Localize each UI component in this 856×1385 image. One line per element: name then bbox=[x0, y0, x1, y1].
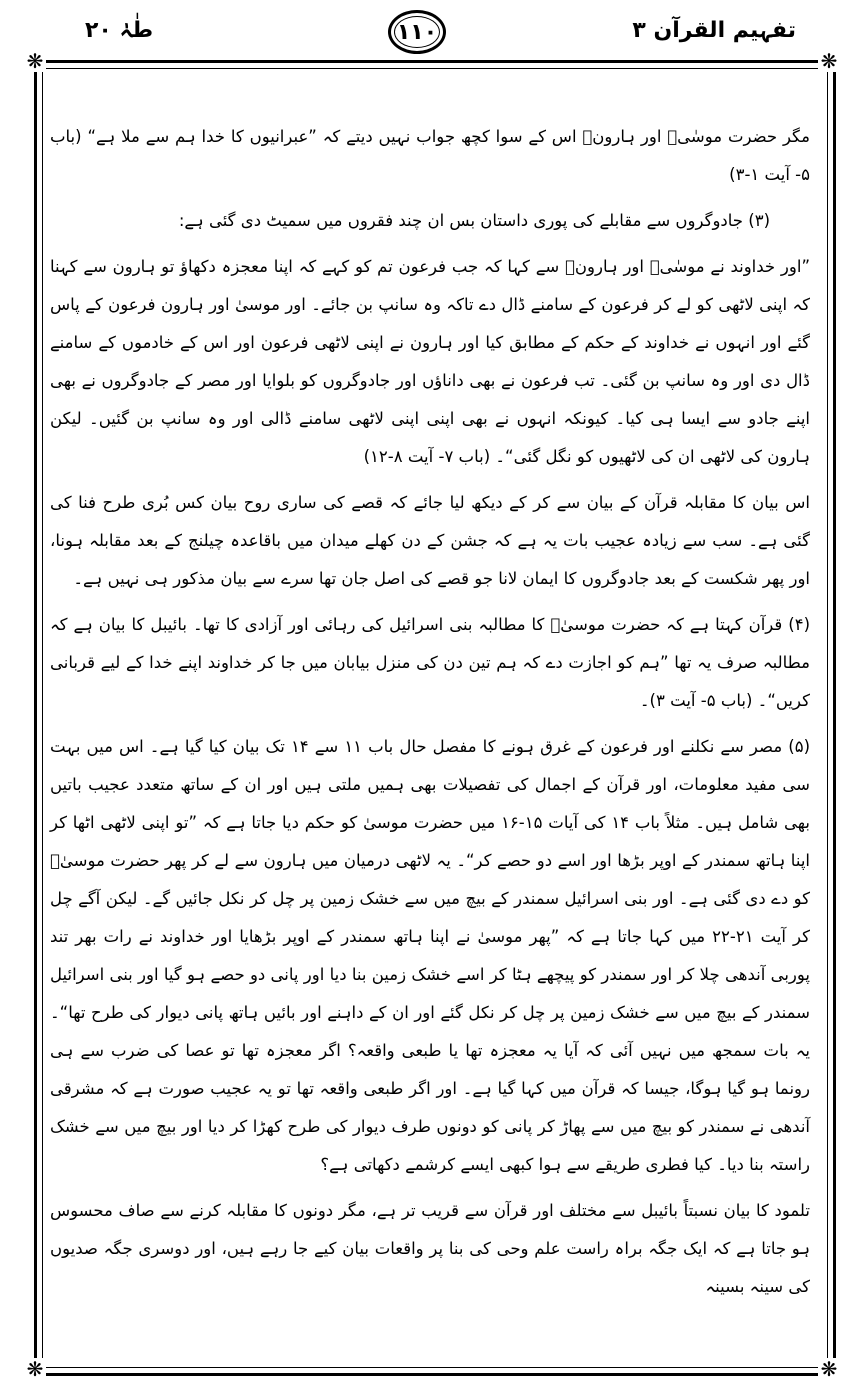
corner-ornament-icon: ❋ bbox=[818, 50, 840, 72]
corner-ornament-icon: ❋ bbox=[818, 1358, 840, 1380]
page-number: ۱۱۰ bbox=[396, 19, 438, 45]
book-title: تفہیم القرآن ۳ bbox=[632, 18, 796, 43]
paragraph: (۴) قرآن کہتا ہے کہ حضرت موسیٰؑ کا مطالبہ بنی اسرائیل کی رہائی اور آزادی کا تھا۔ بائیبل کا بیان ہے کہ مطالبہ صرف یہ تھا ”ہم کو اجازت دے کہ ہم تین دن کی منزل بیابان میں جا کر خداوند اپنے خدا کے لیے قربانی کریں“۔ (باب ۵- آیت ۳)۔ bbox=[50, 615, 810, 710]
page-number-medallion bbox=[388, 10, 446, 54]
quoted-passage: ”اور خداوند نے موسٰیؑ اور ہارونؑ سے کہا کہ جب فرعون تم کو کہے کہ اپنا معجزہ دکھاؤ تو ہارون سے کہنا کہ اپنی لاٹھی کو لے کر فرعون کے سامنے ڈال دے تاکہ وہ سانپ بن جائے۔ اور موسیٰ اور ہارون فرعون کے پاس گئے اور انہوں نے خداوند کے حکم کے مطابق کیا اور ہارون نے اپنی لاٹھی فرعون اور اس کے خادموں کے سامنے ڈال دی اور وہ سانپ بن گئی۔ تب فرعون نے بھی داناؤں اور جادوگروں کو بلوایا اور مصر کے جادوگروں نے بھی اپنے جادو سے ایسا ہی کیا۔ کیونکہ انہوں نے بھی اپنی اپنی لاٹھی سامنے ڈالی اور وہ سانپ بن گئیں۔ لیکن ہارون کی لاٹھی ان کی لاٹھیوں کو نگل گئی“۔ (باب ۷- آیت ۸-۱۲) bbox=[50, 257, 810, 466]
paragraph: (۳) جادوگروں سے مقابلے کی پوری داستان بس ان چند فقروں میں سمیٹ دی گئی ہے: bbox=[178, 211, 770, 230]
surah-reference: طٰہٰ ۲۰ bbox=[85, 18, 154, 43]
paragraph: اس بیان کا مقابلہ قرآن کے بیان سے کر کے دیکھ لیا جائے کہ قصے کی ساری روح بیان کس بُری طرح فنا کی گئی ہے۔ سب سے زیادہ عجیب بات یہ ہے کہ جشن کے دن کھلے میدان میں باقاعدہ چیلنج کے بعد مقابلہ ہونا، اور پھر شکست کے بعد جادوگروں کا ایمان لانا جو قصے کی اصل جان تھا سرے سے بیان مذکور ہی نہیں ہے۔ bbox=[50, 493, 810, 588]
paragraph: تلمود کا بیان نسبتاً بائیبل سے مختلف اور قرآن سے قریب تر ہے، مگر دونوں کا مقابلہ کرنے سے صاف محسوس ہو جاتا ہے کہ ایک جگہ براہ راست علم وحی کی بنا پر واقعات بیان کیے جا رہے ہیں، اور دوسری جگہ صدیوں کی سینہ بسینہ bbox=[50, 1201, 810, 1296]
corner-ornament-icon: ❋ bbox=[24, 50, 46, 72]
corner-ornament-icon: ❋ bbox=[24, 1358, 46, 1380]
paragraph: مگر حضرت موسٰیؑ اور ہارونؑ اس کے سوا کچھ جواب نہیں دیتے کہ ”عبرانیوں کا خدا ہم سے ملا ہے“ (باب ۵- آیت ۱-۳) bbox=[50, 127, 810, 184]
page-body bbox=[50, 118, 810, 1314]
paragraph: (۵) مصر سے نکلنے اور فرعون کے غرق ہونے کا مفصل حال باب ۱۱ سے ۱۴ تک بیان کیا گیا ہے۔ اس میں بہت سی مفید معلومات، اور قرآن کے اجمال کی تفصیلات بھی ہمیں ملتی ہیں اور ان کے ساتھ متعدد عجیب باتیں بھی شامل ہیں۔ مثلاً باب ۱۴ کی آیات ۱۵-۱۶ میں حضرت موسیٰ کو حکم دیا جاتا ہے کہ ”تو اپنی لاٹھی اٹھا کر اپنا ہاتھ سمندر کے اوپر بڑھا اور اسے دو حصے کر“۔ یہ لاٹھی درمیان میں ہارون سے لے کر پھر حضرت موسیٰؑ کو دے دی گئی ہے۔ اور بنی اسرائیل سمندر کے بیچ میں سے خشک زمین پر چل کر نکل جائیں گے۔ لیکن آگے چل کر آیت ۲۱-۲۲ میں کہا جاتا ہے کہ ”پھر موسیٰ نے اپنا ہاتھ سمندر کے اوپر بڑھایا اور خداوند نے رات بھر تند پوربی آندھی چلا کر اور سمندر کو پیچھے ہٹا کر اسے خشک زمین بنا دیا اور پانی دو حصے ہو گیا اور بنی اسرائیل سمندر کے بیچ میں سے خشک زمین پر چل کر نکل گئے اور ان کے داہنے اور بائیں ہاتھ پانی دیوار کی طرح تھا“۔ یہ بات سمجھ میں نہیں آئی کہ آیا یہ معجزہ تھا یا طبعی واقعہ؟ اگر معجزہ تھا تو عصا کی ضرب سے ہی رونما ہو گیا ہوگا، جیسا کہ قرآن میں کہا گیا ہے۔ اور اگر طبعی واقعہ تھا تو یہ عجیب صورت ہے کہ مشرقی آندھی نے سمندر کو بیچ میں سے پھاڑ کر پانی کو دونوں طرف دیوار کی طرح کھڑا کر دیا اور بیچ میں سے خشک راستہ بنا دیا۔ کیا فطری طریقے سے ہوا کبھی ایسے کرشمے دکھاتی ہے؟ bbox=[50, 737, 811, 1174]
